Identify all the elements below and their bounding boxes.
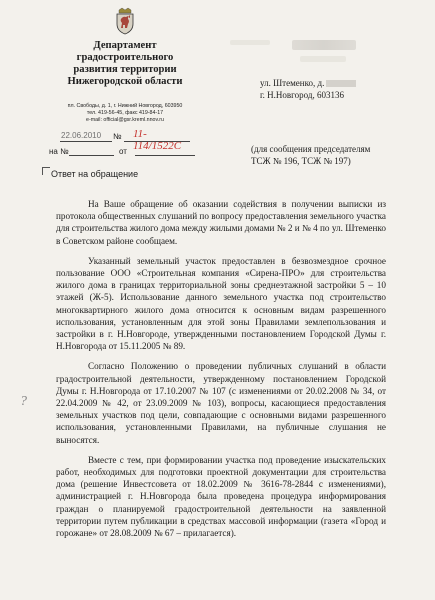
body-paragraph: На Ваше обращение об оказании содействия в получении выписки из протокола общественных слушаний по вопросу предоставления земельного участка для строительства жилого дома между жилыми домами № 2 и № 4 по ул. Штеменко в Советском районе сообщаем. [56,199,386,246]
ref-date-blank [135,155,195,156]
addressee-recipients [251,143,370,167]
body-paragraph: Согласно Положению о проведении публичных слушаний в области градостроительной деятельности, утвержденному постановлением Городской Думы г. Н.Новгорода от 17.10.2007 № 107 (с изменениями от 20.02.2008 № 34, от 22.04.2009 № 42, от 23.09.2009 № 103), вопросы, касающиеся предоставления земельных участков под цели, совпадающие с основными видами разрешенного использования, установленными Правилами, на публичные слушания не выносятся. [56,361,386,445]
registration-number: 11-114/1522С [133,128,182,152]
margin-question-mark: ? [20,394,27,409]
department-contacts [62,103,188,124]
ref-date-label: от [119,147,127,156]
department-line: градостроительного [76,52,174,63]
number-underline [124,141,190,142]
ref-number-blank [69,155,114,156]
addressee-address [260,77,356,101]
contact-address: пл. Свободы, д. 1, г. Нижний Новгород, 603950 [67,103,183,109]
recipients-line: (для сообщения председателям [251,144,371,154]
letter-body [56,198,386,547]
reference-line [49,147,209,159]
number-mark: № [113,132,122,141]
department-line: Департамент [93,40,157,51]
addressee-street: ул. Штеменко, д. [260,78,325,88]
subject-line: Ответ на обращение [51,169,139,179]
body-paragraph: Указанный земельный участок предоставлен в безвозмездное срочное пользование ООО «Строительная компания «Сирена-ПРО» для строительства жилого дома в границах территориальной зоны среднеэтажной застройки 5 – 10 этажей (Ж-5). Использование данного земельного участка под строительство многоквартирного жилого дома относится к основным видам разрешенного использования, установленным для этой зоны Правилами землепользования и застройки в г. Н.Новгороде, утвержденными постановлением Городской Думы г. Н.Новгорода от 15.11.2005 № 89. [56,255,386,352]
contact-email[interactable]: e-mail: official@gsr.kreml.nnov.ru [86,117,164,123]
faded-mark [300,56,346,62]
redacted-house-number [326,80,356,87]
addressee-city: г. Н.Новгород, 603136 [260,90,344,100]
recipients-line: ТСЖ № 196, ТСЖ № 197) [251,156,351,166]
department-line: развития территории [73,64,177,75]
ref-number-label: на № [49,147,69,156]
faded-mark [230,40,270,45]
department-name [60,40,190,88]
department-line: Нижегородской области [67,76,183,87]
redacted-addressee-name [292,40,356,50]
nizhny-novgorod-coat-of-arms-icon [114,7,136,35]
stamp-date: 22.06.2010 [61,131,102,140]
subject-bracket [42,167,50,175]
contact-phone: тел. 419-56-45, факс 419-84-17 [86,110,164,116]
date-underline [60,141,112,142]
body-paragraph: Вместе с тем, при формировании участка под проведение изыскательских работ, необходимых для подготовки проектной документации для строительства дома (решение Инвестсовета от 18.02.2009 № 3616-78-2844 с изменениями), администрацией г. Н.Новгорода была проведена процедура информирования граждан о планируемой градостроительной деятельности на заявленной территории путем публикации в средствах массовой информации (газета «Город и горожане» от 28.08.2009 № 67 – прилагается). [56,454,386,539]
